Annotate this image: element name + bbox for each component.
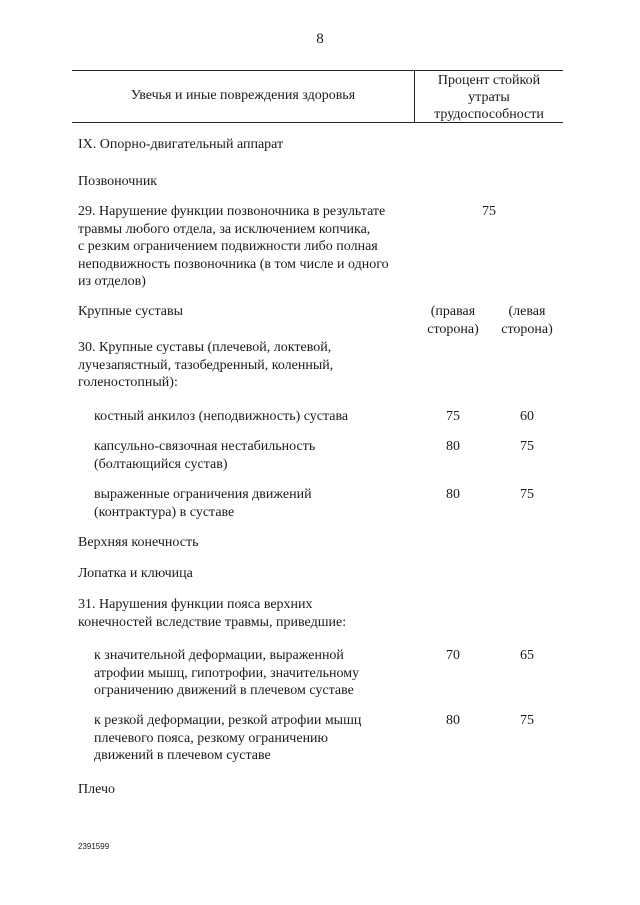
item-29-line: неподвижность позвоночника (в том числе и одного bbox=[78, 256, 389, 272]
item-30-line: голеностопный): bbox=[78, 375, 178, 390]
header-bottom-rule bbox=[72, 122, 563, 123]
row-value-left: 60 bbox=[520, 409, 534, 424]
item-29-line: травмы любого отдела, за исключением копчика, bbox=[78, 221, 371, 237]
row-text: плечевого пояса, резкому ограничению bbox=[94, 730, 329, 746]
row-text: к резкой деформации, резкой атрофии мышц bbox=[94, 713, 362, 728]
column-header-line: (правая bbox=[430, 304, 476, 319]
row-value-left: 75 bbox=[520, 713, 534, 728]
header-percent-line: трудоспособности bbox=[434, 107, 544, 122]
subsection-shoulder: Плечо bbox=[78, 782, 116, 797]
item-31-line: конечностей вследствие травмы, приведшие: bbox=[78, 614, 347, 630]
subsection-upper-limb: Верхняя конечность bbox=[78, 535, 199, 550]
column-header-line: сторона) bbox=[501, 321, 553, 337]
column-header-line: (левая bbox=[508, 304, 546, 319]
row-value-right: 80 bbox=[446, 439, 460, 454]
subsection-large-joints: Крупные суставы bbox=[78, 304, 184, 319]
row-value-left: 75 bbox=[520, 439, 534, 454]
item-31-line: 31. Нарушения функции пояса верхних bbox=[78, 597, 313, 612]
subsection-spine: Позвоночник bbox=[78, 174, 158, 189]
header-percent-column bbox=[415, 72, 563, 123]
row-text: (контрактура) в суставе bbox=[94, 504, 235, 520]
header-percent-line: утраты bbox=[468, 90, 510, 105]
header-percent-line: Процент стойкой bbox=[437, 73, 541, 88]
row-text: костный анкилоз (неподвижность) сустава bbox=[94, 409, 349, 424]
row-text: ограничению движений в плечевом суставе bbox=[94, 683, 354, 698]
item-29-line: 29. Нарушение функции позвоночника в результате bbox=[78, 204, 386, 219]
item-30-line: лучезапястный, тазобедренный, коленный, bbox=[78, 357, 334, 373]
column-header-left-side bbox=[487, 303, 567, 338]
row-value-left: 65 bbox=[520, 648, 534, 663]
row-value-right: 80 bbox=[446, 487, 460, 502]
column-header-right-side bbox=[413, 303, 493, 338]
header-top-rule bbox=[72, 70, 563, 71]
document-number: 2391599 bbox=[78, 842, 110, 851]
item-29-value: 75 bbox=[482, 204, 496, 219]
row-text: (болтающийся сустав) bbox=[94, 456, 228, 472]
row-text: к значительной деформации, выраженной bbox=[94, 648, 344, 663]
row-value-right: 75 bbox=[446, 409, 460, 424]
column-header-line: сторона) bbox=[427, 321, 479, 337]
row-text: атрофии мышц, гипотрофии, значительному bbox=[94, 665, 360, 681]
subsection-scapula: Лопатка и ключица bbox=[78, 566, 193, 581]
row-value-right: 70 bbox=[446, 648, 460, 663]
row-text: капсульно-связочная нестабильность bbox=[94, 439, 316, 454]
row-text: выраженные ограничения движений bbox=[94, 487, 312, 502]
row-value-left: 75 bbox=[520, 487, 534, 502]
row-text: движений в плечевом суставе bbox=[94, 748, 271, 763]
item-29-line: из отделов) bbox=[78, 274, 146, 289]
item-29-line: с резким ограничением подвижности либо полная bbox=[78, 239, 378, 254]
page-number: 8 bbox=[316, 31, 324, 47]
item-30-line: 30. Крупные суставы (плечевой, локтевой, bbox=[78, 340, 332, 355]
section-title-ix: IX. Опорно-двигательный аппарат bbox=[78, 137, 284, 152]
row-value-right: 80 bbox=[446, 713, 460, 728]
header-injury-column: Увечья и иные повреждения здоровья bbox=[130, 88, 356, 103]
